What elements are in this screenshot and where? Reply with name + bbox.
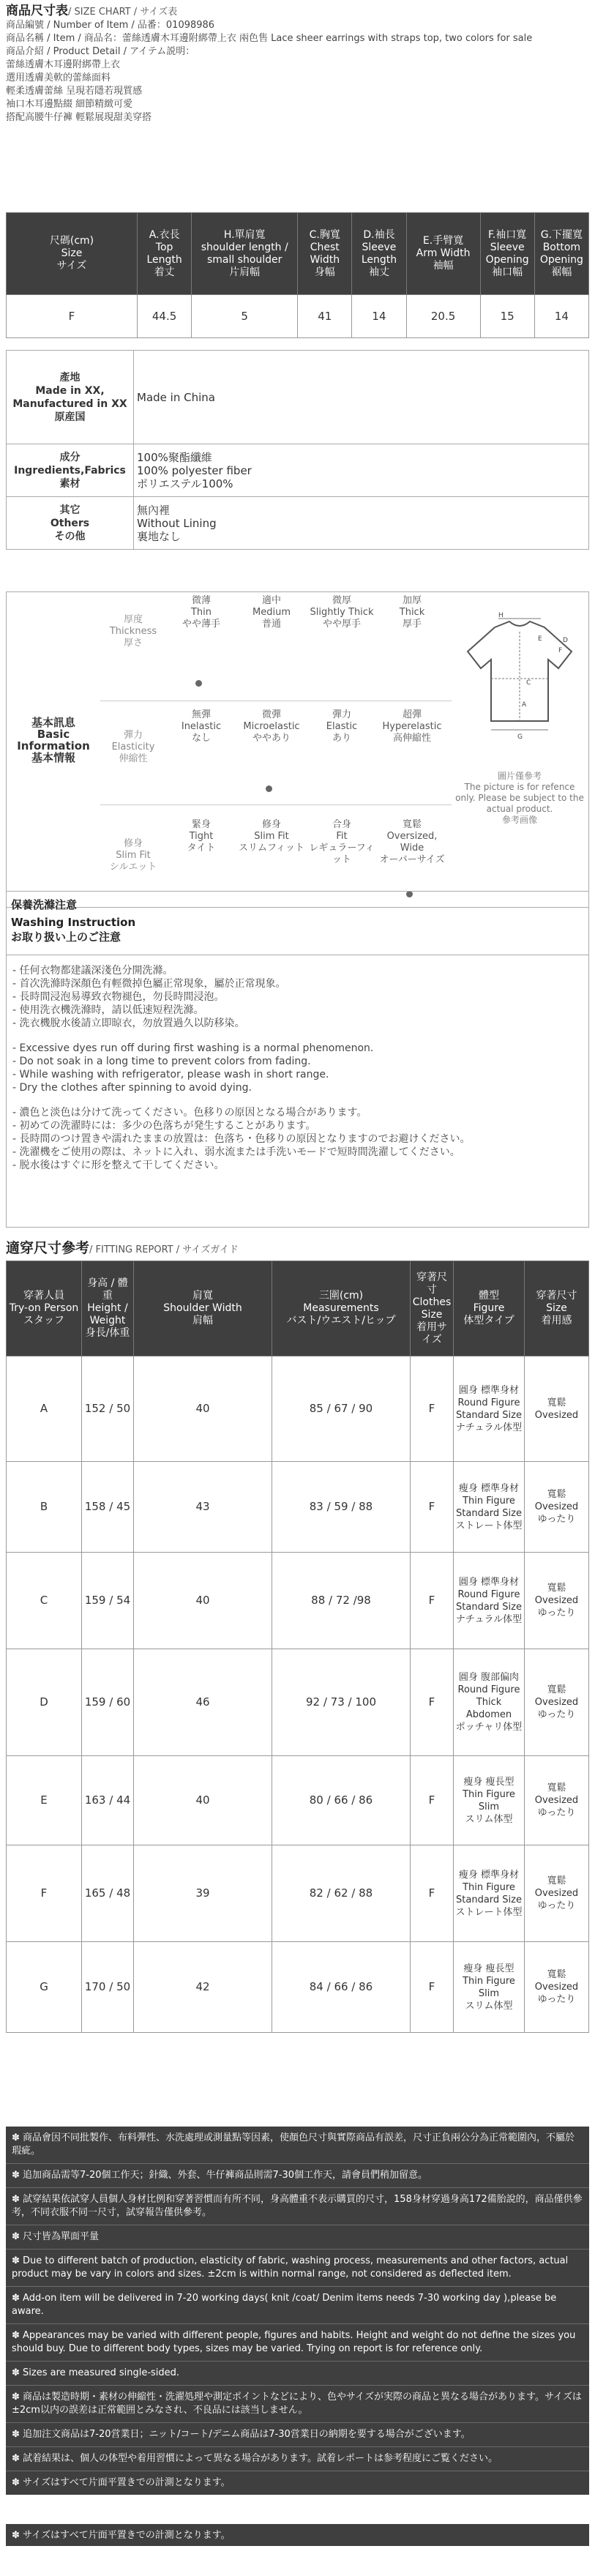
fitting-cell: 40 bbox=[134, 1356, 272, 1462]
fitting-title bbox=[0, 1237, 595, 1257]
washing-title-jp: お取り扱い上のご注意 bbox=[11, 930, 121, 944]
fitting-cell: F bbox=[411, 1845, 454, 1942]
fitting-cell: F bbox=[7, 1845, 82, 1942]
note-item: ✽ 試穿結果依試穿人員個人身材比例和穿著習慣而有所不同，身高體重不表示購買的尺寸，158身材穿過身高172備胎說的，商品僅供參考，不同衣服不同一尺寸，試穿報告僅供參考。 bbox=[6, 2188, 589, 2225]
fitting-cell: 165 / 48 bbox=[82, 1845, 134, 1942]
header-line: 袖口木耳邊點綴 細節精緻可愛 bbox=[6, 99, 133, 110]
size-cell: 5 bbox=[192, 295, 298, 338]
thickness-option: 加厚 Thick 厚手 bbox=[399, 595, 425, 630]
size-cell: 14 bbox=[534, 295, 588, 338]
header-line: 搭配高腰牛仔褲 輕鬆展現甜美穿搭 bbox=[6, 112, 152, 123]
size-header: G.下擺寬 Bottom Opening 裾幅 bbox=[534, 213, 588, 295]
elasticity-option: 彈力 Elastic あり bbox=[326, 709, 358, 744]
fitting-table bbox=[6, 1261, 589, 2033]
size-header: F.袖口寬 Sleeve Opening 袖口幅 bbox=[480, 213, 534, 295]
fit-option: 合身 Fit レギュラーフィット bbox=[309, 819, 375, 865]
elasticity-label: 彈力 Elasticity 伸縮性 bbox=[111, 730, 155, 764]
notes-list bbox=[6, 2127, 589, 2495]
washing-line: - 使用洗衣機洗滌時，請以低速短程洗滌。 bbox=[12, 1004, 204, 1016]
size-cell: 14 bbox=[352, 295, 406, 338]
shirt-label: D bbox=[563, 637, 568, 644]
fitting-cell: 82 / 62 / 88 bbox=[272, 1845, 411, 1942]
fitting-cell: 寬鬆 Ovesized ゆったり bbox=[525, 1553, 589, 1649]
shirt-diagram-icon bbox=[454, 611, 585, 743]
washing-title-zh: 保養洗滌注意 bbox=[11, 898, 78, 911]
washing-line: - While washing with refrigerator, please wash in short range. bbox=[12, 1069, 329, 1080]
header-line: 商品編號 / Number of Item / 品番：01098986 bbox=[6, 20, 215, 31]
basic-info-label: 基本訊息 Basic Information 基本情報 bbox=[17, 716, 90, 764]
note-item: ✽ 追加商品需等7-20個工作天；針織、外套、牛仔褲商品則需7-30個工作天，請會員們稍加留意。 bbox=[6, 2164, 589, 2188]
size-chart-subtitle: / SIZE CHART / サイズ表 bbox=[68, 7, 178, 18]
shirt-label: C bbox=[526, 679, 531, 687]
washing-line: - Excessive dyes run off during first washing is a normal phenomenon. bbox=[12, 1042, 374, 1054]
washing-line: - Do not soak in a long time to prevent colors from fading. bbox=[12, 1056, 311, 1067]
fitting-cell: 40 bbox=[134, 1553, 272, 1649]
fitting-header: 體型 Figure 体型タイプ bbox=[454, 1261, 525, 1356]
fitting-cell: F bbox=[411, 1553, 454, 1649]
note-item: ✽ Due to different batch of production, elasticity of fabric, washing process, measurements and other factors, actual product may be vary in colors and sizes. ±2cm is within normal range, not considered as deflected item. bbox=[6, 2250, 589, 2287]
fitting-rows bbox=[7, 1356, 589, 2033]
shirt-label: E bbox=[538, 635, 542, 643]
fitting-cell: E bbox=[7, 1756, 82, 1845]
elasticity-option: 微彈 Microelastic ややあり bbox=[243, 709, 300, 744]
size-cell: 15 bbox=[480, 295, 534, 338]
fitting-cell: 46 bbox=[134, 1649, 272, 1756]
fitting-header: 肩寬 Shoulder Width 肩幅 bbox=[134, 1261, 272, 1356]
note-item: ✽ 追加注文商品は7-20営業日；ニット/コート/デニム商品は7-30営業日の納期を要する場合がございます。 bbox=[6, 2423, 589, 2447]
header-line: 商品名稱 / Item / 商品名：蕾絲透膚木耳邊附綁帶上衣 兩色售 Lace sheer earrings with straps top, two colors for sale bbox=[6, 33, 533, 44]
size-header: D.袖長 Sleeve Length 袖丈 bbox=[352, 213, 406, 295]
basic-info-panel bbox=[6, 591, 589, 908]
size-cell: 44.5 bbox=[138, 295, 192, 338]
fitting-cell: D bbox=[7, 1649, 82, 1756]
fitting-header: 穿著人員 Try-on Person スタッフ bbox=[7, 1261, 82, 1356]
size-header: C.胸寬 Chest Width 身幅 bbox=[298, 213, 352, 295]
fitting-cell: 163 / 44 bbox=[82, 1756, 134, 1845]
table-row bbox=[7, 295, 589, 338]
fitting-cell: 寬鬆 Ovesized ゆったり bbox=[525, 1462, 589, 1553]
fit-option: 寬鬆 Oversized, Wide オーバーサイズ bbox=[379, 819, 445, 865]
fitting-header: 穿著尺寸 Size 着用感 bbox=[525, 1261, 589, 1356]
thickness-selected-dot bbox=[195, 680, 202, 687]
note-item: ✽ Sizes are measured single-sided. bbox=[6, 2362, 589, 2386]
origin-value: Made in China bbox=[134, 351, 589, 444]
elasticity-option: 超彈 Hyperelastic 高伸縮性 bbox=[382, 709, 442, 744]
note-item: ✽ Appearances may be varied with different people, figures and habits. Height and weight do not define the sizes you should buy. Due to different body types, sizes may be varied. Trying on report is for reference only. bbox=[6, 2324, 589, 2362]
thickness-label: 厚度 Thickness 厚さ bbox=[109, 614, 157, 649]
product-header bbox=[0, 0, 595, 123]
size-cell: 20.5 bbox=[406, 295, 480, 338]
fitting-cell: 170 / 50 bbox=[82, 1942, 134, 2033]
fitting-cell: 瘦身 標準身材 Thin Figure Standard Size ストレート体型 bbox=[454, 1462, 525, 1553]
fit-option: 緊身 Tight タイト bbox=[187, 819, 216, 854]
washing-line: - 濃色と淡色は分けて洗ってください。色移りの原因となる場合があります。 bbox=[12, 1107, 367, 1119]
fitting-cell: 寬鬆 Ovesized bbox=[525, 1356, 589, 1462]
header-line: 商品介紹 / Product Detail / アイテム説明： bbox=[6, 46, 195, 57]
size-header: E.手臂寬 Arm Width 袖幅 bbox=[406, 213, 480, 295]
washing-section bbox=[6, 891, 589, 1228]
fitting-cell: 39 bbox=[134, 1845, 272, 1942]
shirt-label: F bbox=[558, 647, 563, 654]
fitting-header: 身高 / 體重 Height / Weight 身長/体重 bbox=[82, 1261, 134, 1356]
table-row bbox=[7, 1942, 589, 2033]
fitting-cell: 圓身 標準身材 Round Figure Standard Size ナチュラル体型 bbox=[454, 1553, 525, 1649]
others-label: 其它 Others その他 bbox=[7, 497, 134, 550]
size-cell: 41 bbox=[298, 295, 352, 338]
size-chart-section bbox=[0, 212, 595, 338]
header-line: 選用透膚美軟的蕾絲面料 bbox=[6, 72, 111, 83]
note-item: ✽ 商品會因不同批製作、布料彈性、水洗處理或測量點等因素，使顏色尺寸與實際商品有誤差，尺寸正負兩公分為正常範圍內，不屬於瑕疵。 bbox=[6, 2127, 589, 2164]
origin-label: 產地 Made in XX, Manufactured in XX 原産国 bbox=[7, 351, 134, 444]
notes-extra-panel bbox=[6, 2524, 589, 2546]
note-item: ✽ サイズはすべて片面平置きでの計測となります。 bbox=[12, 2477, 231, 2488]
fitting-cell: 80 / 66 / 86 bbox=[272, 1756, 411, 1845]
fabric-label: 成分 Ingredients,Fabrics 素材 bbox=[7, 444, 134, 497]
fitting-cell: 42 bbox=[134, 1942, 272, 2033]
fitting-cell: 159 / 54 bbox=[82, 1553, 134, 1649]
shirt-label: H bbox=[498, 612, 504, 619]
shirt-label: A bbox=[522, 701, 527, 709]
fitting-header: 穿著尺寸 Clothes Size 着用サイズ bbox=[411, 1261, 454, 1356]
fitting-cell: F bbox=[411, 1356, 454, 1462]
note-item: ✽ サイズはすべて片面平置きでの計測となります。 bbox=[12, 2530, 231, 2541]
fitting-report-title: 適穿尺寸參考 bbox=[6, 1240, 90, 1256]
washing-line: - Dry the clothes after spinning to avoid dying. bbox=[12, 1082, 252, 1094]
fitting-cell: 40 bbox=[134, 1756, 272, 1845]
fitting-cell: 84 / 66 / 86 bbox=[272, 1942, 411, 2033]
fitting-cell: F bbox=[411, 1462, 454, 1553]
note-item: ✽ 試着結果は、個人の体型や着用習慣によって異なる場合があります。試着レポートは参考程度にご覧ください。 bbox=[6, 2447, 589, 2471]
fitting-cell: 寬鬆 Ovesized ゆったり bbox=[525, 1649, 589, 1756]
washing-body bbox=[6, 955, 589, 1228]
washing-title-en: Washing Instruction bbox=[11, 916, 136, 929]
notes-panel bbox=[6, 2127, 589, 2495]
note-item: ✽ Add-on item will be delivered in 7-20 working days( knit /coat/ Denim items needs 7-30 working day ),please be aware. bbox=[6, 2287, 589, 2324]
size-header: A.衣長 Top Length 着丈 bbox=[138, 213, 192, 295]
fitting-cell: G bbox=[7, 1942, 82, 2033]
header-line: 蕾絲透膚木耳邊附綁帶上衣 bbox=[6, 59, 121, 70]
elasticity-option: 無彈 Inelastic なし bbox=[181, 709, 222, 744]
fabric-value: 100%聚酯纖維 100% polyester fiber ポリエステル100% bbox=[134, 444, 589, 497]
fitting-cell: B bbox=[7, 1462, 82, 1553]
fitting-cell: 瘦身 瘦長型 Thin Figure Slim スリム体型 bbox=[454, 1942, 525, 2033]
fitting-cell: 43 bbox=[134, 1462, 272, 1553]
fit-label: 修身 Slim Fit シルエット bbox=[109, 838, 157, 873]
header-line: 輕柔透膚蕾絲 呈現若隱若現質感 bbox=[6, 86, 143, 97]
thickness-option: 微厚 Slightly Thick やや厚手 bbox=[310, 595, 374, 630]
fitting-section bbox=[0, 1261, 595, 2033]
fitting-cell: C bbox=[7, 1553, 82, 1649]
table-row bbox=[7, 1845, 589, 1942]
spec-section bbox=[0, 350, 595, 550]
note-item: ✽ 尺寸皆為單面平量 bbox=[6, 2225, 589, 2250]
fitting-cell: 圓身 標準身材 Round Figure Standard Size ナチュラル体型 bbox=[454, 1356, 525, 1462]
thickness-option: 適中 Medium 普通 bbox=[252, 595, 291, 630]
table-row bbox=[7, 1649, 589, 1756]
spec-table bbox=[6, 350, 589, 550]
washing-line: - 任何衣物都建議深淺色分開洗滌。 bbox=[12, 965, 173, 977]
fitting-cell: A bbox=[7, 1356, 82, 1462]
fitting-cell: 92 / 73 / 100 bbox=[272, 1649, 411, 1756]
fitting-cell: 寬鬆 Ovesized ゆったり bbox=[525, 1845, 589, 1942]
fitting-cell: F bbox=[411, 1942, 454, 2033]
fitting-cell: 152 / 50 bbox=[82, 1356, 134, 1462]
fitting-cell: 85 / 67 / 90 bbox=[272, 1356, 411, 1462]
fitting-cell: 瘦身 瘦長型 Thin Figure Slim スリム体型 bbox=[454, 1756, 525, 1845]
fitting-cell: F bbox=[411, 1756, 454, 1845]
others-value: 無內裡 Without Lining 裏地なし bbox=[134, 497, 589, 550]
washing-title-box bbox=[6, 891, 589, 955]
size-chart-title: 商品尺寸表 bbox=[6, 4, 68, 18]
table-row bbox=[7, 1553, 589, 1649]
size-header: H.單肩寬 shoulder length / small shoulder 片肩幅 bbox=[192, 213, 298, 295]
fitting-cell: 158 / 45 bbox=[82, 1462, 134, 1553]
washing-line: - 首次洗滌時深顏色有輕微掉色屬正常現象，屬於正常現象。 bbox=[12, 978, 286, 990]
shirt-label: G bbox=[517, 733, 523, 741]
fitting-header: 三圍(cm) Measurements バスト/ウエスト/ヒップ bbox=[272, 1261, 411, 1356]
washing-line: - 脱水後はすぐに形を整えて干してください。 bbox=[12, 1160, 225, 1171]
fitting-cell: 圓身 腹部偏肉 Round Figure Thick Abdomen ポッチャリ体型 bbox=[454, 1649, 525, 1756]
washing-line: - 長時間のつけ置きや濡れたままの放置は：色落ち・色移りの原因となりますのでお避けください。 bbox=[12, 1133, 471, 1145]
table-row bbox=[7, 1356, 589, 1462]
fitting-cell: 88 / 72 /98 bbox=[272, 1553, 411, 1649]
table-row bbox=[7, 1462, 589, 1553]
washing-line: - 洗濯機をご使用の際は、ネットに入れ、弱水流または手洗いモードで短時間洗濯してください。 bbox=[12, 1146, 460, 1158]
size-cell: F bbox=[7, 295, 138, 338]
fitting-cell: 83 / 59 / 88 bbox=[272, 1462, 411, 1553]
washing-line: - 初めての洗濯時には：多少の色落ちが発生することがあります。 bbox=[12, 1120, 316, 1132]
fitting-cell: F bbox=[411, 1649, 454, 1756]
image-reference-note: 圖片僅參考 The picture is for refence only. Please be subject to the actual product. 參考画像 bbox=[455, 771, 584, 825]
note-item: ✽ 商品は製造時期・素材の伸縮性・洗濯処理や測定ポイントなどにより、色やサイズが実際の商品と異なる場合があります。サイズは±2cm以内の誤差は正常範囲とみなされ、不良品には該当しません。 bbox=[6, 2386, 589, 2423]
washing-line: - 洗衣機脫水後請立即晾衣，勿放置過久以防移染。 bbox=[12, 1018, 245, 1029]
size-header: 尺碼(cm) Size サイズ bbox=[7, 213, 138, 295]
fitting-cell: 寬鬆 Ovesized ゆったり bbox=[525, 1942, 589, 2033]
fitting-cell: 寬鬆 Ovesized ゆったり bbox=[525, 1756, 589, 1845]
fit-option: 修身 Slim Fit スリムフィット bbox=[239, 819, 304, 854]
fitting-cell: 159 / 60 bbox=[82, 1649, 134, 1756]
fitting-cell: 瘦身 標準身材 Thin Figure Standard Size ストレート体型 bbox=[454, 1845, 525, 1942]
size-chart-table bbox=[6, 212, 589, 338]
table-row bbox=[7, 1756, 589, 1845]
washing-line: - 長時間浸泡易導致衣物褪色，勿長時間浸泡。 bbox=[12, 991, 225, 1003]
thickness-option: 微薄 Thin やや薄手 bbox=[182, 595, 220, 630]
fitting-report-subtitle: / FITTING REPORT / サイズガイド bbox=[89, 1244, 239, 1255]
elasticity-selected-dot bbox=[266, 785, 272, 792]
